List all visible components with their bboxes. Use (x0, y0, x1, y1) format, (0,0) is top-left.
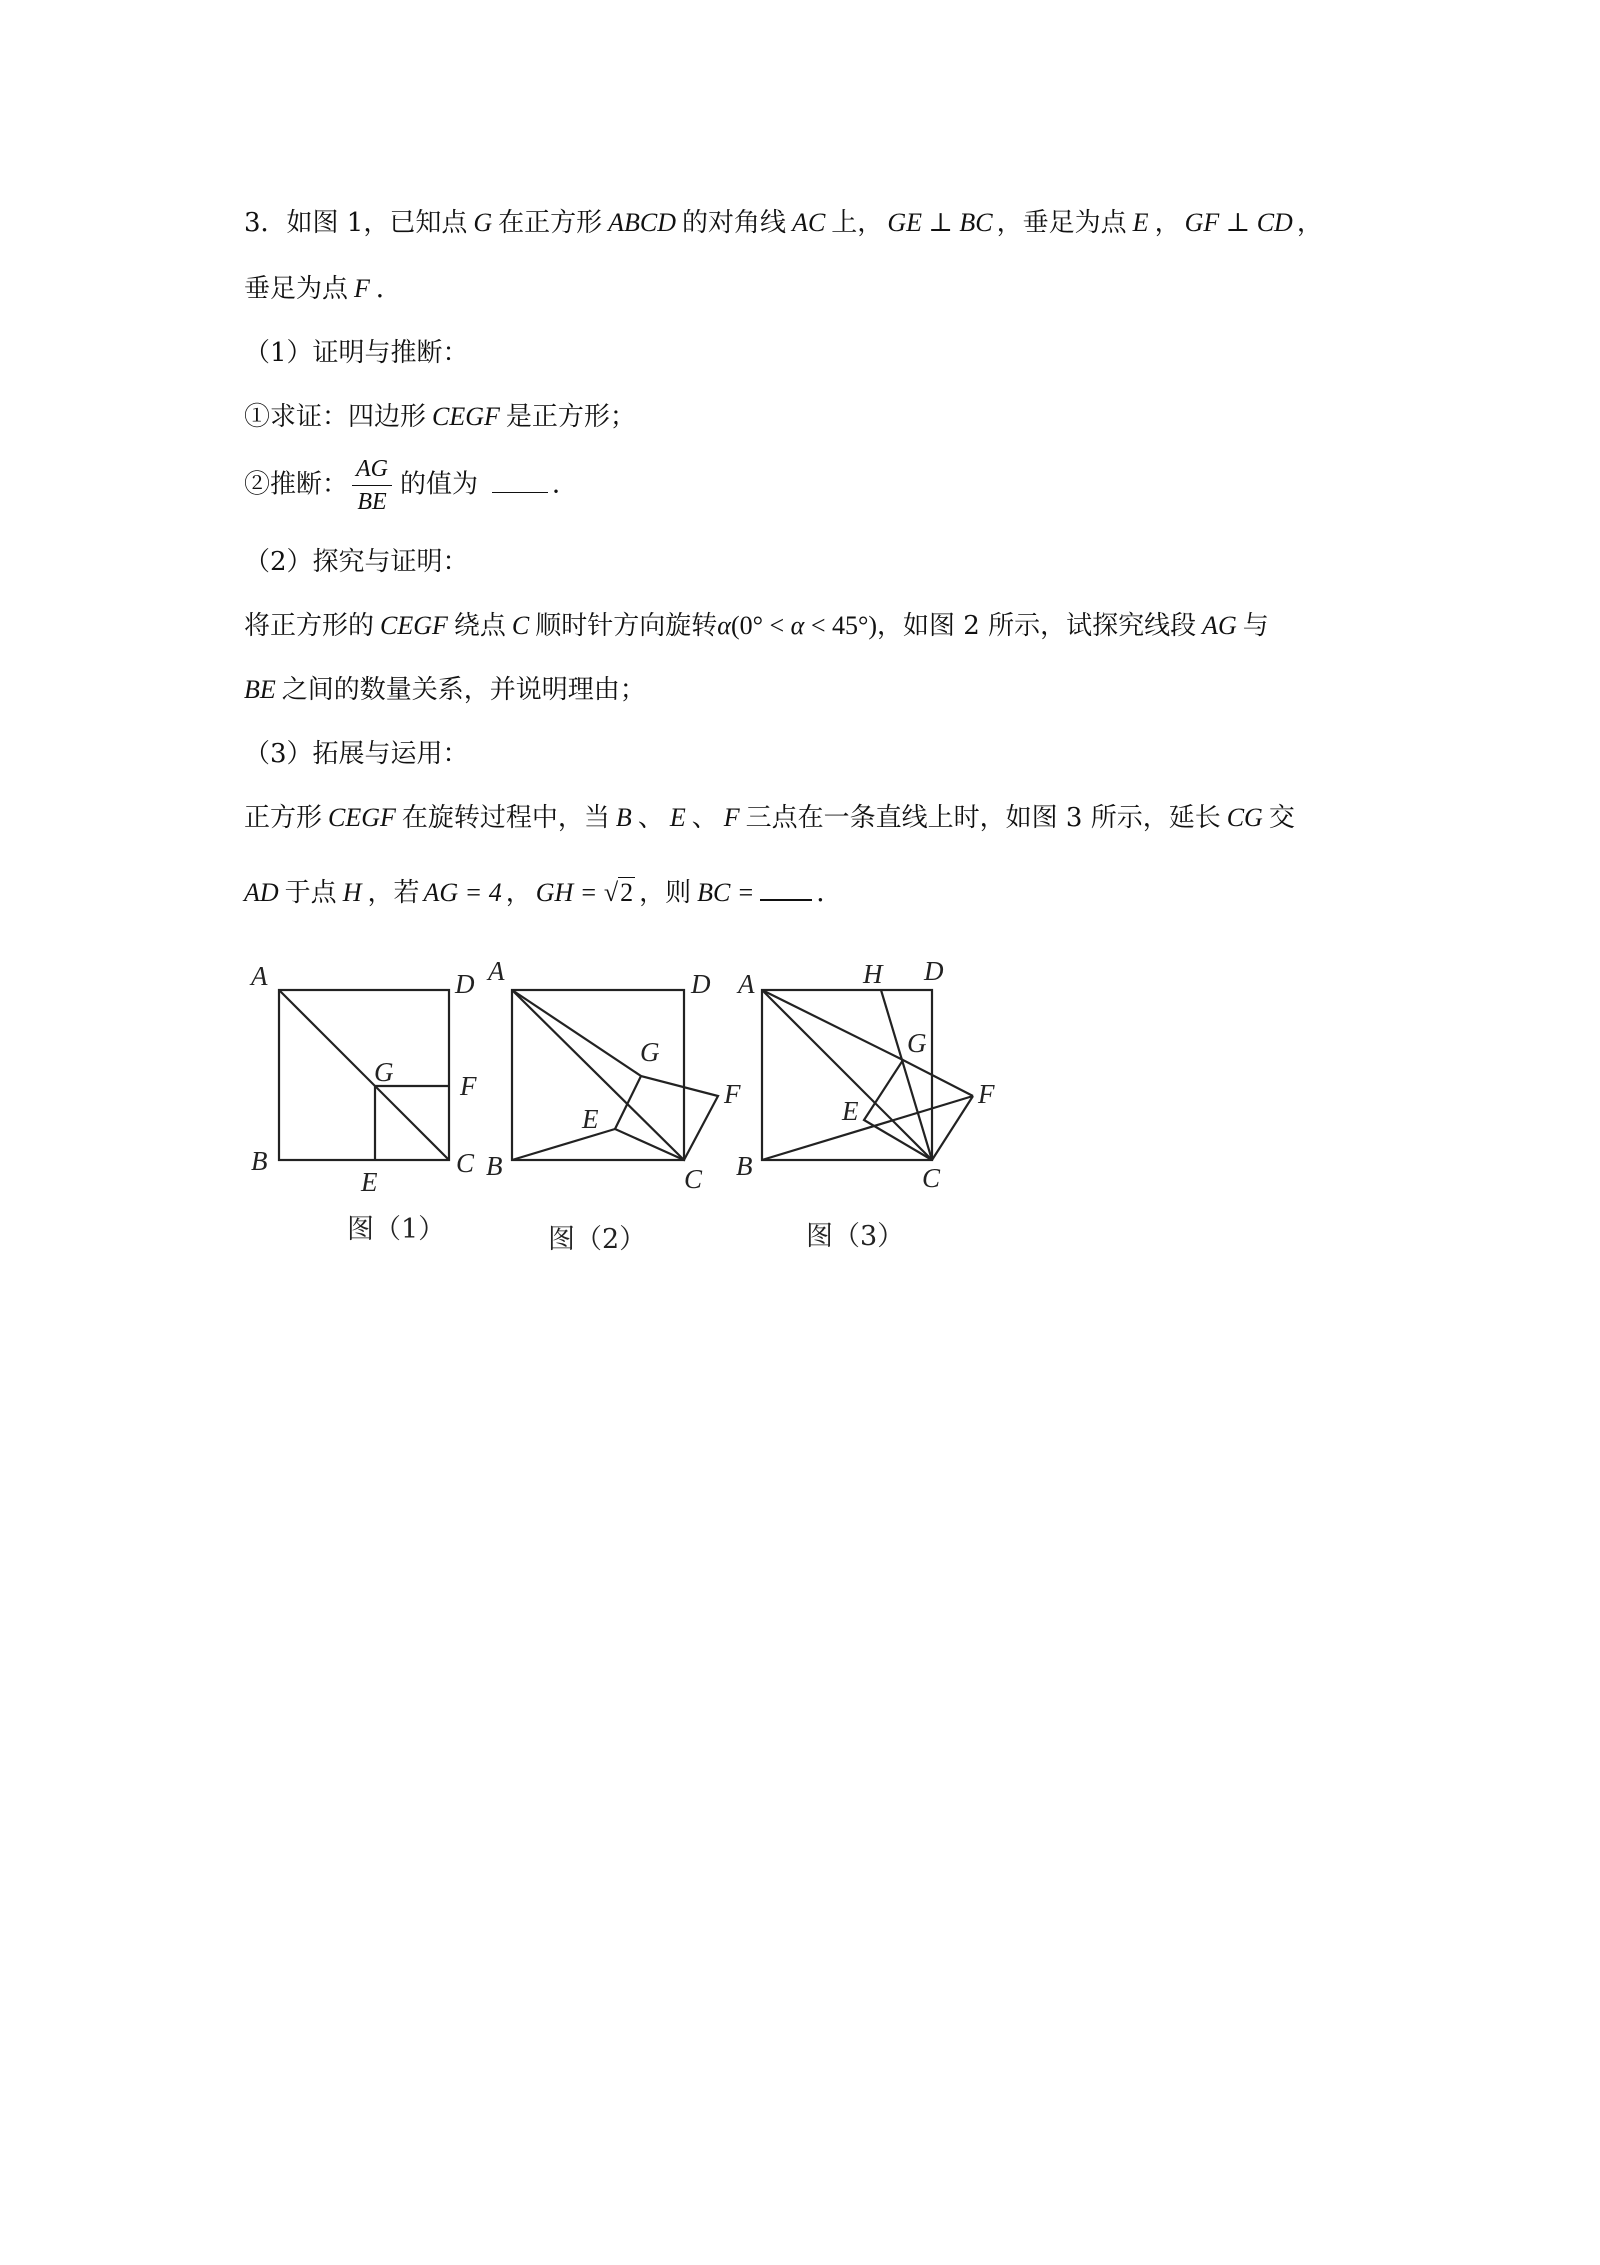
fig3-label-c: C (922, 1163, 941, 1193)
fig2-label-c: C (684, 1164, 703, 1194)
part2-text: 将正方形的 CEGF 绕点 C 顺时针方向旋转α(0° < α < 45°)，如图 2 所示，试探究线段 AG 与 (244, 611, 1269, 641)
fig1-label-c: C (456, 1148, 475, 1178)
fig2-label-f: F (724, 1079, 741, 1109)
problem-number: 3． (244, 208, 287, 238)
fig1-caption: 图（1） (347, 1214, 446, 1245)
fig1-diagonal-ac (279, 990, 449, 1160)
fig1-label-e: E (361, 1167, 378, 1197)
fig3-segment-bf (762, 1096, 973, 1160)
part2-title: （2）探究与证明： (244, 547, 469, 577)
fraction-ag-over-be: $\frac{AG}{BE}$ (352, 455, 392, 516)
fig1-label-f: F (460, 1071, 477, 1101)
fig2-label-e: E (582, 1104, 599, 1134)
fig2-segment-be (512, 1129, 615, 1160)
part1-title: （1）证明与推断： (244, 338, 469, 368)
part2-text-2: BE 之间的数量关系，并说明理由； (244, 675, 646, 705)
part1-item-a: ①求证：四边形 CEGF 是正方形； (244, 402, 636, 432)
figure-3 (762, 990, 973, 1160)
fig1-label-b: B (251, 1146, 268, 1176)
figure-3-labels (736, 956, 995, 1252)
part3-text: 正方形 CEGF 在旋转过程中，当 B 、 E 、 F 三点在一条直线上时，如图 3 所示，延长 CG 交 (244, 803, 1295, 833)
figure-1-labels (249, 961, 477, 1245)
fig3-label-b: B (736, 1151, 753, 1181)
problem-intro-line-2: 垂足为点 F ． (244, 274, 402, 304)
fig2-label-g: G (640, 1037, 660, 1067)
fig1-label-a: A (251, 961, 268, 991)
fig3-segment-ag (762, 990, 903, 1060)
fig3-label-h: H (863, 959, 883, 989)
fig2-label-d: D (691, 969, 711, 999)
fig3-caption: 图（3） (806, 1221, 905, 1252)
fig3-label-a: A (738, 969, 755, 999)
fig2-label-a: A (488, 956, 505, 986)
part3-title: （3）拓展与运用： (244, 739, 469, 769)
problem-intro-line: 3．如图 1，已知点 G 在正方形 ABCD 的对角线 AC 上， GE ⊥ BC ，垂足为点 E ， GF ⊥ CD ， (244, 208, 1323, 238)
figure-1 (279, 990, 449, 1160)
fig2-caption: 图（2） (548, 1224, 647, 1255)
fig3-label-d: D (924, 956, 944, 986)
fig3-label-e: E (842, 1096, 859, 1126)
fig1-label-g: G (374, 1057, 394, 1087)
fig2-label-b: B (486, 1151, 503, 1181)
fig1-label-d: D (455, 969, 475, 999)
fig3-label-g: G (907, 1028, 927, 1058)
part1-item-b: ②推断： $\frac{AG}{BE}$ 的值为 ． (244, 456, 579, 515)
fig2-square-cegf (615, 1076, 718, 1160)
figure-2 (512, 990, 718, 1160)
fig2-segment-ag (512, 990, 641, 1076)
sqrt-two: √2 (603, 878, 634, 907)
part3-text-2: AD 于点 H ，若 AG = 4 ， GH = √2 ，则 BC = ． (244, 875, 842, 910)
fig3-label-f: F (978, 1079, 995, 1109)
